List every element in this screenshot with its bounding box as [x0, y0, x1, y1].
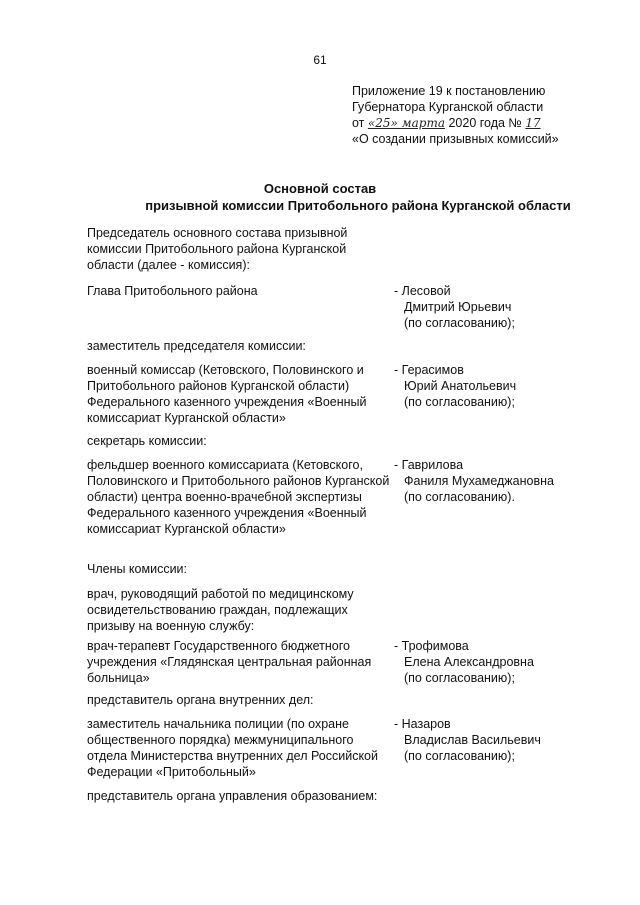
- member-name-trofimova: [394, 638, 624, 686]
- member-surname: - Лесовой: [394, 284, 451, 298]
- appendix-header: [352, 83, 559, 147]
- member-surname: - Трофимова: [394, 639, 469, 653]
- entry-therapist: врач-терапевт Государственного бюджетного учреждения «Глядянская центральная районная больница»: [87, 639, 372, 685]
- member-name-gerasimov: [394, 362, 624, 410]
- handwritten-date: «25» марта: [367, 116, 445, 130]
- member-note: (по согласованию).: [404, 490, 515, 504]
- appendix-line-2: Губернатора Курганской области: [352, 100, 544, 114]
- page-number: 61: [313, 53, 327, 67]
- entry-chairman-heading: Председатель основного состава призывной комиссии Притобольного района Курганской области (далее - комиссия):: [87, 226, 348, 272]
- member-name-nazarov: [394, 716, 624, 764]
- entry-secretary-heading: секретарь комиссии:: [87, 434, 207, 448]
- member-note: (по согласованию);: [404, 395, 515, 409]
- member-name-gavrilova: [394, 457, 624, 505]
- appendix-line-3: [352, 115, 559, 131]
- member-note: (по согласованию);: [404, 671, 515, 685]
- document-title: [0, 180, 640, 214]
- entry-doctor-heading: врач, руководящий работой по медицинскому освидетельствованию граждан, подлежащих призыву на военную службу:: [87, 587, 354, 633]
- entry-head-of-district: Глава Притобольного района: [87, 284, 258, 298]
- title-line-1: Основной состав: [263, 181, 377, 196]
- entry-education-heading: представитель органа управления образованием:: [87, 789, 378, 803]
- entry-paramedic: фельдшер военного комиссариата (Кетовского, Половинского и Притобольного районов Курганской области) центра военно-врачебной экспертизы Федерального казенного учреждения «Военный комиссариат Курганской области»: [87, 458, 390, 536]
- member-note: (по согласованию);: [404, 749, 515, 763]
- member-given-names: Фаниля Мухамеджановна: [404, 474, 554, 488]
- member-name-lesovoy: [394, 283, 624, 331]
- member-given-names: Юрий Анатольевич: [404, 379, 517, 393]
- member-surname: - Герасимов: [394, 363, 464, 377]
- member-note: (по согласованию);: [404, 316, 515, 330]
- entry-deputy-heading: заместитель председателя комиссии:: [87, 339, 306, 353]
- entry-deputy-police-chief: заместитель начальника полиции (по охране общественного порядка) межмуниципального отдела Министерства внутренних дел Российской Федерации «Притобольный»: [87, 717, 378, 779]
- member-surname: - Назаров: [394, 717, 451, 731]
- entry-members-heading: Члены комиссии:: [87, 562, 188, 576]
- title-line-2: призывной комиссии Притобольного района Курганской области: [145, 198, 571, 213]
- entry-military-commissar: военный комиссар (Кетовского, Половинского и Притобольного районов Курганской области) Федерального казенного учреждения «Военный комиссариат Курганской области»: [87, 363, 367, 425]
- handwritten-number: 17: [525, 116, 541, 130]
- entry-police-heading: представитель органа внутренних дел:: [87, 693, 314, 707]
- appendix-year: 2020 года №: [444, 116, 526, 130]
- appendix-date-prefix: от: [352, 116, 368, 130]
- member-given-names: Елена Александровна: [404, 655, 534, 669]
- appendix-line-1: Приложение 19 к постановлению: [352, 84, 546, 98]
- member-surname: - Гаврилова: [394, 458, 464, 472]
- member-given-names: Владислав Васильевич: [404, 733, 541, 747]
- appendix-line-4: «О создании призывных комиссий»: [352, 132, 559, 146]
- member-given-names: Дмитрий Юрьевич: [404, 300, 512, 314]
